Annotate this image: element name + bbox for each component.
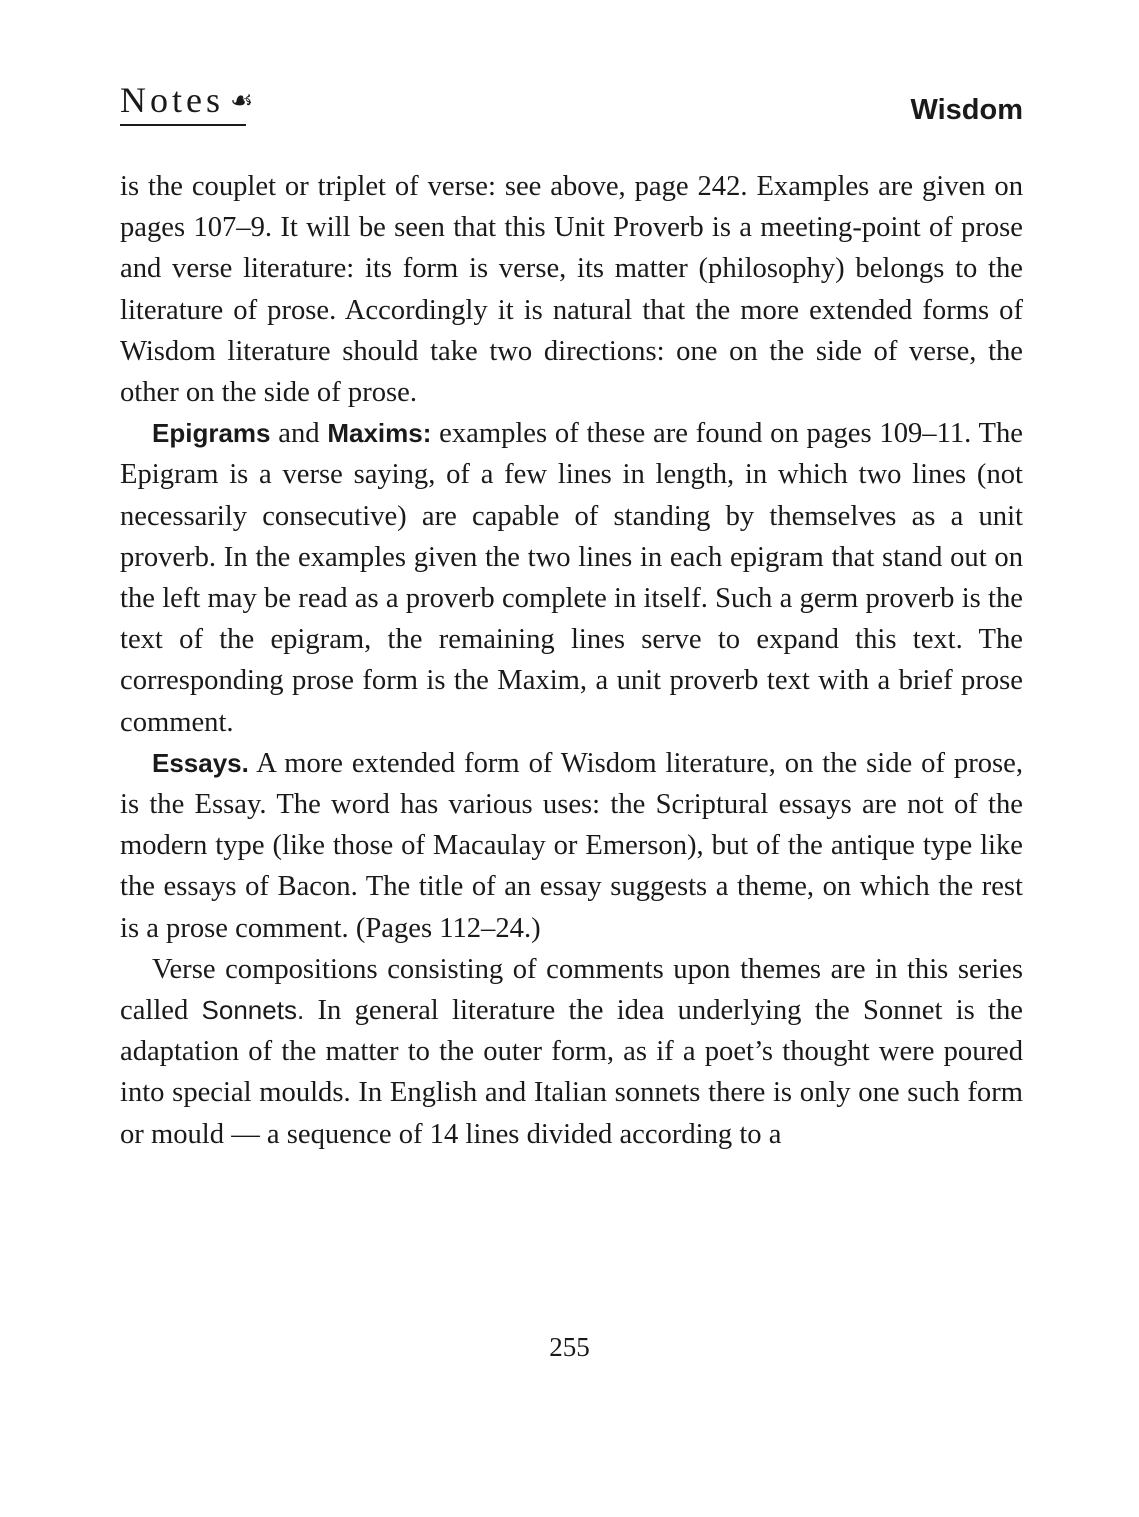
paragraph-sonnets — [120, 949, 1023, 1155]
page-number: 255 — [549, 1332, 590, 1362]
fleuron-icon: ☙ — [230, 86, 254, 115]
paragraph-essays-text: A more extended form of Wisdom literature, on the side of prose, is the Essay. The word has various uses: the Scriptural essays are not of the modern type (like those of Macaulay or Emerson), but of the antique type like the essays of Bacon. The title of an essay suggests a theme, on which the rest is a prose comment. (Pages 112–24.) — [120, 747, 1023, 944]
running-head-title: Notes — [120, 80, 224, 120]
paragraph-sonnets-text-after: In general literature the idea underlying the Sonnet is the adaptation of the matter to the outer form, as if a poet’s thought were poured into special moulds. In English and Italian sonnets there is only one such form or mould — a sequence of 14 lines divided according to a — [120, 995, 1023, 1150]
term-maxims: Maxims: — [327, 418, 432, 449]
term-epigrams: Epigrams — [152, 418, 271, 449]
body-text — [120, 166, 1023, 1155]
paragraph-sonnets-text-before: Verse compositions consisting of comments upon themes are in this series called — [120, 953, 1023, 1027]
paragraph-essays — [120, 743, 1023, 949]
term-essays: Essays. — [152, 747, 249, 778]
term-joiner: and — [270, 418, 328, 450]
paragraph-epigrams-text: examples of these are found on pages 109–11. The Epigram is a verse saying, of a few lines in length, in which two lines (not necessarily consecutive) are capable of standing by themselves as a unit proverb. In the examples given the two lines in each epigram that stand out on the left may be read as a proverb complete in itself. Such a germ proverb is the text of the epigram, the remaining lines serve to expand this text. The corresponding prose form is the Maxim, a unit proverb text with a brief prose comment. — [120, 418, 1023, 738]
running-head-left — [120, 80, 254, 126]
term-sonnets: Sonnets. — [201, 995, 305, 1026]
paragraph-epigrams — [120, 413, 1023, 743]
running-head-right: Wisdom — [910, 94, 1023, 126]
paragraph-unit-proverb: is the couplet or triplet of verse: see above, page 242. Examples are given on pages 107–9. It will be seen that this Unit Proverb is a meeting-point of prose and verse literature: its form is verse, its matter (philosophy) belongs to the literature of prose. Accordingly it is natural that the more extended forms of Wisdom literature should take two directions: one on the side of verse, the other on the side of prose. — [120, 171, 1023, 409]
